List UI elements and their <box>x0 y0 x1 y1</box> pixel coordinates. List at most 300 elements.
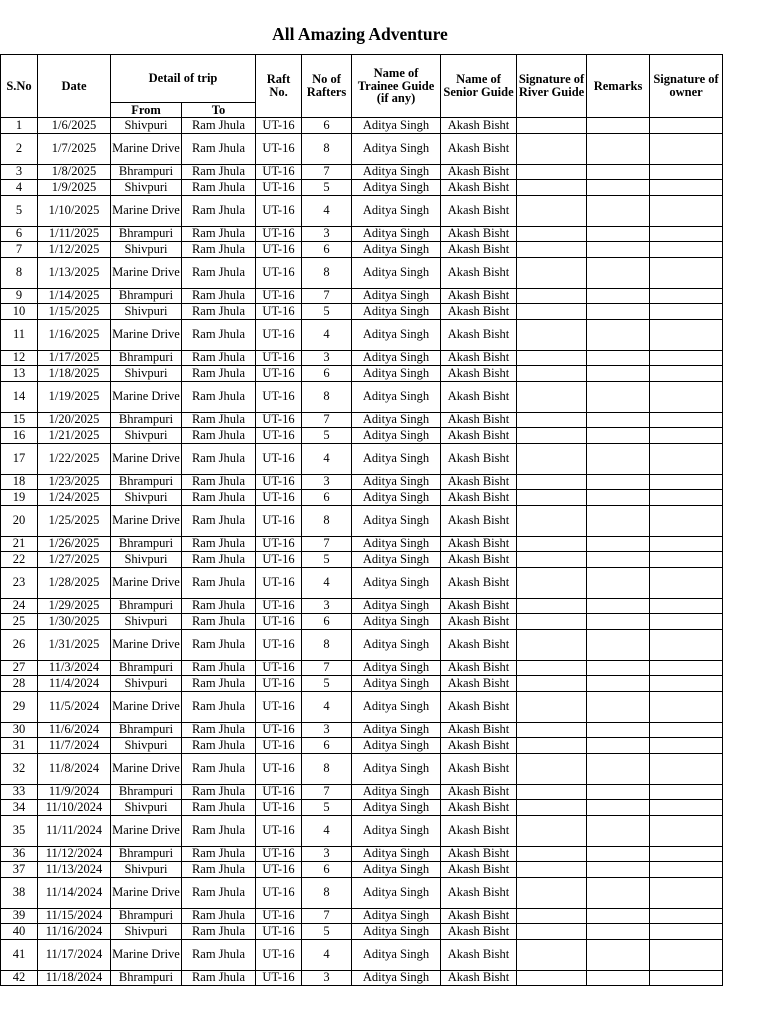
cell-trainee-guide: Aditya Singh <box>352 505 441 536</box>
cell-raft-no: UT-16 <box>256 970 302 986</box>
cell-from: Shivpuri <box>111 304 182 320</box>
cell-no-of-rafters: 3 <box>302 598 352 614</box>
cell-remarks <box>587 366 650 382</box>
table-row <box>1 691 723 722</box>
cell-no-of-rafters: 8 <box>302 505 352 536</box>
cell-trainee-guide: Aditya Singh <box>352 381 441 412</box>
cell-signature-river-guide <box>517 319 587 350</box>
cell-date: 1/18/2025 <box>38 366 111 382</box>
cell-sno: 11 <box>1 319 38 350</box>
table-row <box>1 536 723 552</box>
table-row <box>1 924 723 940</box>
cell-from: Marine Drive <box>111 381 182 412</box>
cell-signature-river-guide <box>517 257 587 288</box>
cell-date: 1/11/2025 <box>38 226 111 242</box>
cell-sno: 27 <box>1 660 38 676</box>
cell-no-of-rafters: 4 <box>302 319 352 350</box>
cell-from: Shivpuri <box>111 118 182 134</box>
table-row <box>1 195 723 226</box>
cell-to: Ram Jhula <box>182 118 256 134</box>
cell-signature-river-guide <box>517 939 587 970</box>
cell-from: Marine Drive <box>111 939 182 970</box>
cell-senior-guide: Akash Bisht <box>441 180 517 196</box>
cell-raft-no: UT-16 <box>256 133 302 164</box>
cell-trainee-guide: Aditya Singh <box>352 536 441 552</box>
cell-signature-owner <box>650 908 723 924</box>
cell-signature-river-guide <box>517 815 587 846</box>
cell-sno: 22 <box>1 552 38 568</box>
cell-senior-guide: Akash Bisht <box>441 924 517 940</box>
table-row <box>1 412 723 428</box>
cell-raft-no: UT-16 <box>256 242 302 258</box>
table-row <box>1 567 723 598</box>
table-row <box>1 428 723 444</box>
cell-signature-river-guide <box>517 691 587 722</box>
cell-signature-owner <box>650 226 723 242</box>
cell-remarks <box>587 257 650 288</box>
cell-to: Ram Jhula <box>182 552 256 568</box>
cell-from: Shivpuri <box>111 862 182 878</box>
cell-from: Bhrampuri <box>111 288 182 304</box>
header-sno: S.No <box>1 55 38 118</box>
cell-signature-owner <box>650 536 723 552</box>
cell-raft-no: UT-16 <box>256 164 302 180</box>
table-row <box>1 180 723 196</box>
cell-remarks <box>587 319 650 350</box>
cell-senior-guide: Akash Bisht <box>441 691 517 722</box>
cell-to: Ram Jhula <box>182 428 256 444</box>
cell-from: Marine Drive <box>111 753 182 784</box>
cell-signature-owner <box>650 180 723 196</box>
cell-trainee-guide: Aditya Singh <box>352 614 441 630</box>
cell-no-of-rafters: 7 <box>302 536 352 552</box>
cell-signature-owner <box>650 505 723 536</box>
cell-senior-guide: Akash Bisht <box>441 676 517 692</box>
cell-from: Bhrampuri <box>111 722 182 738</box>
cell-to: Ram Jhula <box>182 490 256 506</box>
cell-to: Ram Jhula <box>182 738 256 754</box>
cell-senior-guide: Akash Bisht <box>441 443 517 474</box>
cell-signature-owner <box>650 784 723 800</box>
table-row <box>1 970 723 986</box>
cell-trainee-guide: Aditya Singh <box>352 970 441 986</box>
cell-trainee-guide: Aditya Singh <box>352 924 441 940</box>
cell-senior-guide: Akash Bisht <box>441 598 517 614</box>
cell-to: Ram Jhula <box>182 877 256 908</box>
cell-no-of-rafters: 6 <box>302 738 352 754</box>
cell-senior-guide: Akash Bisht <box>441 257 517 288</box>
cell-sno: 18 <box>1 474 38 490</box>
cell-date: 1/6/2025 <box>38 118 111 134</box>
table-row <box>1 226 723 242</box>
table-row <box>1 629 723 660</box>
cell-signature-owner <box>650 676 723 692</box>
cell-signature-river-guide <box>517 800 587 816</box>
cell-from: Marine Drive <box>111 195 182 226</box>
cell-trainee-guide: Aditya Singh <box>352 412 441 428</box>
cell-signature-owner <box>650 242 723 258</box>
cell-remarks <box>587 722 650 738</box>
cell-no-of-rafters: 4 <box>302 195 352 226</box>
table-row <box>1 800 723 816</box>
cell-senior-guide: Akash Bisht <box>441 567 517 598</box>
cell-to: Ram Jhula <box>182 257 256 288</box>
cell-senior-guide: Akash Bisht <box>441 412 517 428</box>
cell-signature-river-guide <box>517 242 587 258</box>
cell-date: 1/14/2025 <box>38 288 111 304</box>
cell-no-of-rafters: 4 <box>302 567 352 598</box>
cell-to: Ram Jhula <box>182 180 256 196</box>
cell-from: Shivpuri <box>111 428 182 444</box>
cell-date: 1/19/2025 <box>38 381 111 412</box>
cell-signature-river-guide <box>517 862 587 878</box>
cell-raft-no: UT-16 <box>256 614 302 630</box>
cell-sno: 33 <box>1 784 38 800</box>
cell-signature-river-guide <box>517 924 587 940</box>
cell-from: Shivpuri <box>111 800 182 816</box>
cell-from: Shivpuri <box>111 490 182 506</box>
table-row <box>1 815 723 846</box>
cell-to: Ram Jhula <box>182 800 256 816</box>
cell-no-of-rafters: 8 <box>302 257 352 288</box>
cell-sno: 42 <box>1 970 38 986</box>
cell-signature-river-guide <box>517 350 587 366</box>
cell-senior-guide: Akash Bisht <box>441 304 517 320</box>
cell-remarks <box>587 164 650 180</box>
table-row <box>1 660 723 676</box>
cell-from: Marine Drive <box>111 629 182 660</box>
cell-signature-owner <box>650 381 723 412</box>
cell-from: Bhrampuri <box>111 164 182 180</box>
cell-trainee-guide: Aditya Singh <box>352 939 441 970</box>
cell-trainee-guide: Aditya Singh <box>352 908 441 924</box>
cell-signature-river-guide <box>517 366 587 382</box>
cell-from: Marine Drive <box>111 257 182 288</box>
cell-remarks <box>587 350 650 366</box>
cell-date: 11/17/2024 <box>38 939 111 970</box>
cell-no-of-rafters: 8 <box>302 133 352 164</box>
cell-from: Marine Drive <box>111 505 182 536</box>
cell-signature-owner <box>650 164 723 180</box>
cell-sno: 19 <box>1 490 38 506</box>
cell-senior-guide: Akash Bisht <box>441 738 517 754</box>
cell-date: 11/13/2024 <box>38 862 111 878</box>
cell-no-of-rafters: 7 <box>302 660 352 676</box>
table-row <box>1 784 723 800</box>
cell-sno: 6 <box>1 226 38 242</box>
cell-date: 1/29/2025 <box>38 598 111 614</box>
cell-senior-guide: Akash Bisht <box>441 552 517 568</box>
cell-no-of-rafters: 5 <box>302 304 352 320</box>
cell-trainee-guide: Aditya Singh <box>352 304 441 320</box>
cell-trainee-guide: Aditya Singh <box>352 567 441 598</box>
cell-senior-guide: Akash Bisht <box>441 474 517 490</box>
cell-raft-no: UT-16 <box>256 691 302 722</box>
cell-date: 1/31/2025 <box>38 629 111 660</box>
cell-to: Ram Jhula <box>182 629 256 660</box>
cell-sno: 40 <box>1 924 38 940</box>
cell-from: Bhrampuri <box>111 908 182 924</box>
cell-to: Ram Jhula <box>182 304 256 320</box>
trip-log-table <box>0 54 723 986</box>
cell-date: 1/26/2025 <box>38 536 111 552</box>
cell-raft-no: UT-16 <box>256 381 302 412</box>
cell-raft-no: UT-16 <box>256 474 302 490</box>
cell-no-of-rafters: 8 <box>302 877 352 908</box>
cell-date: 11/6/2024 <box>38 722 111 738</box>
cell-from: Shivpuri <box>111 180 182 196</box>
cell-raft-no: UT-16 <box>256 552 302 568</box>
cell-sno: 35 <box>1 815 38 846</box>
cell-signature-owner <box>650 304 723 320</box>
cell-sno: 31 <box>1 738 38 754</box>
cell-to: Ram Jhula <box>182 567 256 598</box>
cell-sno: 13 <box>1 366 38 382</box>
cell-trainee-guide: Aditya Singh <box>352 319 441 350</box>
cell-to: Ram Jhula <box>182 924 256 940</box>
cell-date: 1/7/2025 <box>38 133 111 164</box>
cell-signature-owner <box>650 660 723 676</box>
cell-senior-guide: Akash Bisht <box>441 939 517 970</box>
cell-remarks <box>587 691 650 722</box>
cell-date: 1/10/2025 <box>38 195 111 226</box>
cell-date: 1/24/2025 <box>38 490 111 506</box>
cell-signature-owner <box>650 738 723 754</box>
cell-remarks <box>587 939 650 970</box>
cell-no-of-rafters: 7 <box>302 412 352 428</box>
cell-signature-river-guide <box>517 614 587 630</box>
cell-from: Bhrampuri <box>111 412 182 428</box>
cell-signature-owner <box>650 614 723 630</box>
cell-sno: 36 <box>1 846 38 862</box>
cell-remarks <box>587 614 650 630</box>
cell-trainee-guide: Aditya Singh <box>352 722 441 738</box>
cell-signature-owner <box>650 428 723 444</box>
cell-signature-river-guide <box>517 846 587 862</box>
cell-signature-river-guide <box>517 722 587 738</box>
cell-no-of-rafters: 6 <box>302 366 352 382</box>
cell-no-of-rafters: 6 <box>302 614 352 630</box>
cell-remarks <box>587 784 650 800</box>
cell-remarks <box>587 629 650 660</box>
cell-remarks <box>587 800 650 816</box>
cell-from: Bhrampuri <box>111 846 182 862</box>
cell-senior-guide: Akash Bisht <box>441 536 517 552</box>
cell-signature-river-guide <box>517 304 587 320</box>
table-row <box>1 319 723 350</box>
cell-signature-river-guide <box>517 133 587 164</box>
cell-date: 1/20/2025 <box>38 412 111 428</box>
cell-no-of-rafters: 3 <box>302 350 352 366</box>
cell-to: Ram Jhula <box>182 164 256 180</box>
cell-sno: 32 <box>1 753 38 784</box>
cell-remarks <box>587 490 650 506</box>
cell-signature-owner <box>650 815 723 846</box>
cell-signature-river-guide <box>517 660 587 676</box>
cell-remarks <box>587 877 650 908</box>
cell-to: Ram Jhula <box>182 815 256 846</box>
cell-raft-no: UT-16 <box>256 846 302 862</box>
header-from: From <box>111 103 182 118</box>
header-raft-no: Raft No. <box>256 55 302 118</box>
cell-sno: 23 <box>1 567 38 598</box>
header-trainee-guide: Name of Trainee Guide (if any) <box>352 55 441 118</box>
cell-senior-guide: Akash Bisht <box>441 195 517 226</box>
cell-signature-owner <box>650 924 723 940</box>
cell-raft-no: UT-16 <box>256 226 302 242</box>
cell-signature-owner <box>650 474 723 490</box>
table-row <box>1 304 723 320</box>
cell-to: Ram Jhula <box>182 676 256 692</box>
cell-raft-no: UT-16 <box>256 784 302 800</box>
cell-date: 11/16/2024 <box>38 924 111 940</box>
cell-signature-owner <box>650 846 723 862</box>
cell-signature-owner <box>650 691 723 722</box>
cell-trainee-guide: Aditya Singh <box>352 118 441 134</box>
cell-senior-guide: Akash Bisht <box>441 908 517 924</box>
cell-trainee-guide: Aditya Singh <box>352 474 441 490</box>
cell-to: Ram Jhula <box>182 722 256 738</box>
cell-to: Ram Jhula <box>182 691 256 722</box>
cell-signature-owner <box>650 939 723 970</box>
table-row <box>1 164 723 180</box>
cell-raft-no: UT-16 <box>256 443 302 474</box>
cell-signature-river-guide <box>517 474 587 490</box>
cell-signature-owner <box>650 862 723 878</box>
cell-no-of-rafters: 5 <box>302 800 352 816</box>
cell-signature-river-guide <box>517 877 587 908</box>
cell-to: Ram Jhula <box>182 443 256 474</box>
cell-senior-guide: Akash Bisht <box>441 242 517 258</box>
cell-trainee-guide: Aditya Singh <box>352 691 441 722</box>
table-header <box>1 55 723 118</box>
cell-remarks <box>587 381 650 412</box>
cell-remarks <box>587 180 650 196</box>
cell-signature-river-guide <box>517 908 587 924</box>
cell-trainee-guide: Aditya Singh <box>352 552 441 568</box>
cell-date: 1/25/2025 <box>38 505 111 536</box>
cell-remarks <box>587 195 650 226</box>
cell-signature-owner <box>650 350 723 366</box>
header-date: Date <box>38 55 111 118</box>
cell-to: Ram Jhula <box>182 614 256 630</box>
cell-senior-guide: Akash Bisht <box>441 350 517 366</box>
cell-from: Marine Drive <box>111 319 182 350</box>
cell-signature-owner <box>650 412 723 428</box>
cell-sno: 14 <box>1 381 38 412</box>
cell-signature-river-guide <box>517 164 587 180</box>
table-row <box>1 862 723 878</box>
cell-remarks <box>587 738 650 754</box>
table-row <box>1 505 723 536</box>
cell-remarks <box>587 226 650 242</box>
cell-date: 11/4/2024 <box>38 676 111 692</box>
table-row <box>1 753 723 784</box>
cell-date: 1/23/2025 <box>38 474 111 490</box>
cell-remarks <box>587 815 650 846</box>
cell-signature-owner <box>650 722 723 738</box>
cell-trainee-guide: Aditya Singh <box>352 164 441 180</box>
cell-sno: 2 <box>1 133 38 164</box>
cell-sno: 16 <box>1 428 38 444</box>
cell-trainee-guide: Aditya Singh <box>352 180 441 196</box>
cell-remarks <box>587 970 650 986</box>
cell-to: Ram Jhula <box>182 288 256 304</box>
cell-date: 1/17/2025 <box>38 350 111 366</box>
cell-no-of-rafters: 5 <box>302 552 352 568</box>
cell-raft-no: UT-16 <box>256 428 302 444</box>
cell-no-of-rafters: 4 <box>302 443 352 474</box>
cell-sno: 4 <box>1 180 38 196</box>
cell-date: 1/13/2025 <box>38 257 111 288</box>
cell-trainee-guide: Aditya Singh <box>352 784 441 800</box>
cell-senior-guide: Akash Bisht <box>441 815 517 846</box>
header-signature-river-guide: Signature of River Guide <box>517 55 587 118</box>
cell-senior-guide: Akash Bisht <box>441 629 517 660</box>
cell-signature-owner <box>650 753 723 784</box>
cell-to: Ram Jhula <box>182 195 256 226</box>
cell-to: Ram Jhula <box>182 319 256 350</box>
cell-senior-guide: Akash Bisht <box>441 877 517 908</box>
cell-signature-river-guide <box>517 784 587 800</box>
cell-raft-no: UT-16 <box>256 118 302 134</box>
table-row <box>1 288 723 304</box>
cell-trainee-guide: Aditya Singh <box>352 195 441 226</box>
table-row <box>1 443 723 474</box>
cell-trainee-guide: Aditya Singh <box>352 288 441 304</box>
cell-signature-owner <box>650 629 723 660</box>
cell-signature-owner <box>650 800 723 816</box>
cell-signature-river-guide <box>517 288 587 304</box>
cell-no-of-rafters: 8 <box>302 381 352 412</box>
cell-to: Ram Jhula <box>182 784 256 800</box>
header-signature-owner: Signature of owner <box>650 55 723 118</box>
cell-signature-river-guide <box>517 505 587 536</box>
cell-senior-guide: Akash Bisht <box>441 226 517 242</box>
table-row <box>1 350 723 366</box>
table-row <box>1 257 723 288</box>
cell-date: 11/5/2024 <box>38 691 111 722</box>
cell-no-of-rafters: 6 <box>302 862 352 878</box>
cell-from: Shivpuri <box>111 366 182 382</box>
cell-to: Ram Jhula <box>182 366 256 382</box>
cell-signature-river-guide <box>517 753 587 784</box>
cell-raft-no: UT-16 <box>256 924 302 940</box>
table-row <box>1 474 723 490</box>
cell-from: Shivpuri <box>111 676 182 692</box>
cell-date: 11/15/2024 <box>38 908 111 924</box>
cell-senior-guide: Akash Bisht <box>441 288 517 304</box>
cell-date: 11/7/2024 <box>38 738 111 754</box>
table-row <box>1 846 723 862</box>
cell-raft-no: UT-16 <box>256 257 302 288</box>
cell-senior-guide: Akash Bisht <box>441 381 517 412</box>
cell-trainee-guide: Aditya Singh <box>352 428 441 444</box>
cell-no-of-rafters: 8 <box>302 629 352 660</box>
cell-raft-no: UT-16 <box>256 877 302 908</box>
cell-senior-guide: Akash Bisht <box>441 133 517 164</box>
cell-signature-river-guide <box>517 552 587 568</box>
cell-signature-river-guide <box>517 567 587 598</box>
cell-from: Marine Drive <box>111 691 182 722</box>
cell-raft-no: UT-16 <box>256 598 302 614</box>
table-row <box>1 118 723 134</box>
cell-trainee-guide: Aditya Singh <box>352 443 441 474</box>
cell-raft-no: UT-16 <box>256 567 302 598</box>
cell-date: 11/9/2024 <box>38 784 111 800</box>
cell-no-of-rafters: 7 <box>302 164 352 180</box>
cell-no-of-rafters: 7 <box>302 908 352 924</box>
